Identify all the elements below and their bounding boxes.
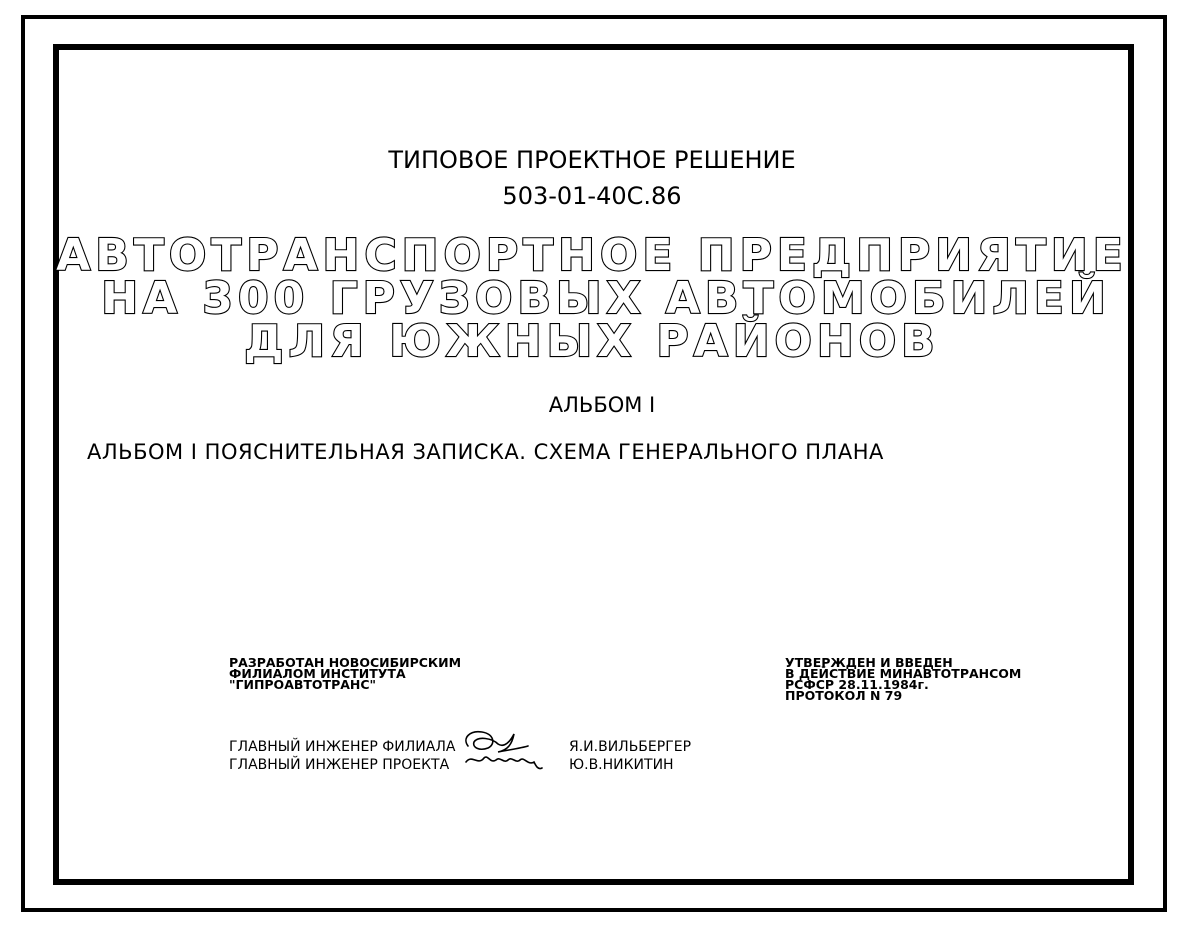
signatory-role: ГЛАВНЫЙ ИНЖЕНЕР ПРОЕКТА: [229, 757, 450, 773]
signatory-role: ГЛАВНЫЙ ИНЖЕНЕР ФИЛИАЛА: [229, 739, 456, 755]
album-description: АЛЬБОМ I ПОЯСНИТЕЛЬНАЯ ЗАПИСКА. СХЕМА ГЕНЕРАЛЬНОГО ПЛАНА: [87, 440, 884, 464]
main-title-line-1: АВТОТРАНСПОРТНОЕ ПРЕДПРИЯТИЕ: [56, 230, 1128, 281]
approval-block: [785, 657, 1021, 701]
developer-line: РАЗРАБОТАН НОВОСИБИРСКИМ: [229, 655, 462, 670]
approval-line: РСФСР 28.11.1984г.: [785, 677, 929, 692]
developer-line: ФИЛИАЛОМ ИНСТИТУТА: [229, 666, 406, 681]
main-title-line-3: ДЛЯ ЮЖНЫХ РАЙОНОВ: [244, 316, 940, 367]
main-title-line-2: НА 300 ГРУЗОВЫХ АВТОМОБИЛЕЙ: [101, 273, 1111, 324]
signatory-name: Ю.В.НИКИТИН: [569, 757, 674, 773]
approval-line: ПРОТОКОЛ N 79: [785, 688, 903, 703]
approval-line: В ДЕЙСТВИЕ МИНАВТОТРАНСОМ: [785, 666, 1022, 681]
signatory-name: Я.И.ВИЛЬБЕРГЕР: [569, 739, 692, 755]
developer-line: "ГИПРОАВТОТРАНС": [229, 677, 377, 692]
approval-line: УТВЕРЖДЕН И ВВЕДЕН: [785, 655, 953, 670]
handwritten-signatures: [448, 724, 558, 774]
album-label: АЛЬБОМ I: [548, 393, 656, 417]
document-code: 503-01-40С.86: [502, 182, 682, 210]
developer-block: [229, 657, 461, 690]
document-type: ТИПОВОЕ ПРОЕКТНОЕ РЕШЕНИЕ: [388, 146, 796, 174]
